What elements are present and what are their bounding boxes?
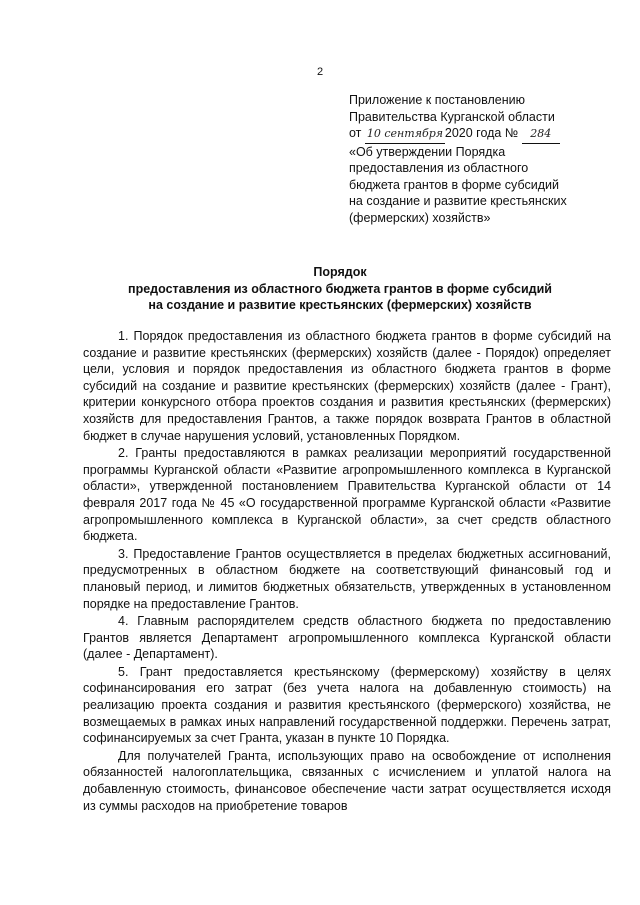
document-title (60, 264, 620, 314)
date-prefix: от (349, 126, 362, 140)
paragraph: 3. Предоставление Грантов осуществляется в пределах бюджетных ассигнований, предусмотренных в областном бюджете на соответствующий финансовый год и плановый период, и лимитов бюджетных обязательств, утвержденных в установленном порядке на предоставление Грантов. (83, 546, 611, 611)
title-line: на создание и развитие крестьянских (фермерских) хозяйств (148, 298, 532, 312)
appendix-header (349, 92, 609, 226)
appendix-line: Правительства Курганской области (349, 109, 555, 124)
appendix-line: Приложение к постановлению (349, 93, 525, 107)
paragraph: 2. Гранты предоставляются в рамках реализации мероприятий государственной программы Курганской области «Развитие агропромышленного комплекса в Курганской области», утвержденной постановлением Правительства Курганской области от 14 февраля 2017 года № 45 «О государственной программе Курганской области «Развитие агропромышленного комплекса в Курганской области», за счет средств областного бюджета. (83, 446, 611, 544)
page-number: 2 (316, 66, 324, 78)
year-text: 2020 года № (444, 126, 519, 140)
handwritten-date: 10 сентября (365, 126, 445, 144)
paragraph: 4. Главным распорядителем средств областного бюджета по предоставлению Грантов является Департамент агропромышленного комплекса Курганской области (далее - Департамент). (83, 614, 611, 662)
appendix-line: предоставления из областного (349, 161, 529, 175)
paragraph: 1. Порядок предоставления из областного бюджета грантов в форме субсидий на создание и развитие крестьянских (фермерских) хозяйств (далее - Порядок) определяет цели, условия и порядок предоставления из областного бюджета грантов в форме субсидий на создание и развитие крестьянских (фермерских) хозяйств (далее - Грант), критерии конкурсного отбора проектов создания и развития крестьянских (фермерских) хозяйств для предоставления Грантов, а также порядок возврата Грантов в областной бюджет в случае нарушения условий, установленных Порядком. (83, 329, 611, 443)
appendix-line: (фермерских) хозяйств» (349, 210, 491, 225)
appendix-line: бюджета грантов в форме субсидий (349, 177, 559, 192)
title-line: Порядок (313, 265, 367, 279)
paragraph: 5. Грант предоставляется крестьянскому (фермерскому) хозяйству в целях софинансирования его затрат (без учета налога на добавленную стоимость) на реализацию проекта создания и развития крестьянского (фермерского) хозяйства, не возмещаемых в рамках иных направлений государственной поддержки. Перечень затрат, софинансируемых за счет Гранта, указан в пункте 10 Порядка. (83, 664, 611, 746)
document-body (83, 328, 611, 815)
paragraph: Для получателей Гранта, использующих право на освобождение от исполнения обязанностей налогоплательщика, связанных с исчислением и уплатой налога на добавленную стоимость, финансовое обеспечение части затрат осуществляется исходя из суммы расходов на приобретение товаров (83, 748, 611, 813)
appendix-line: на создание и развитие крестьянских (349, 194, 567, 208)
handwritten-number: 284 (522, 126, 560, 144)
title-line: предоставления из областного бюджета грантов в форме субсидий (128, 281, 552, 296)
appendix-line: «Об утверждении Порядка (349, 144, 506, 159)
appendix-date-line (349, 125, 609, 144)
